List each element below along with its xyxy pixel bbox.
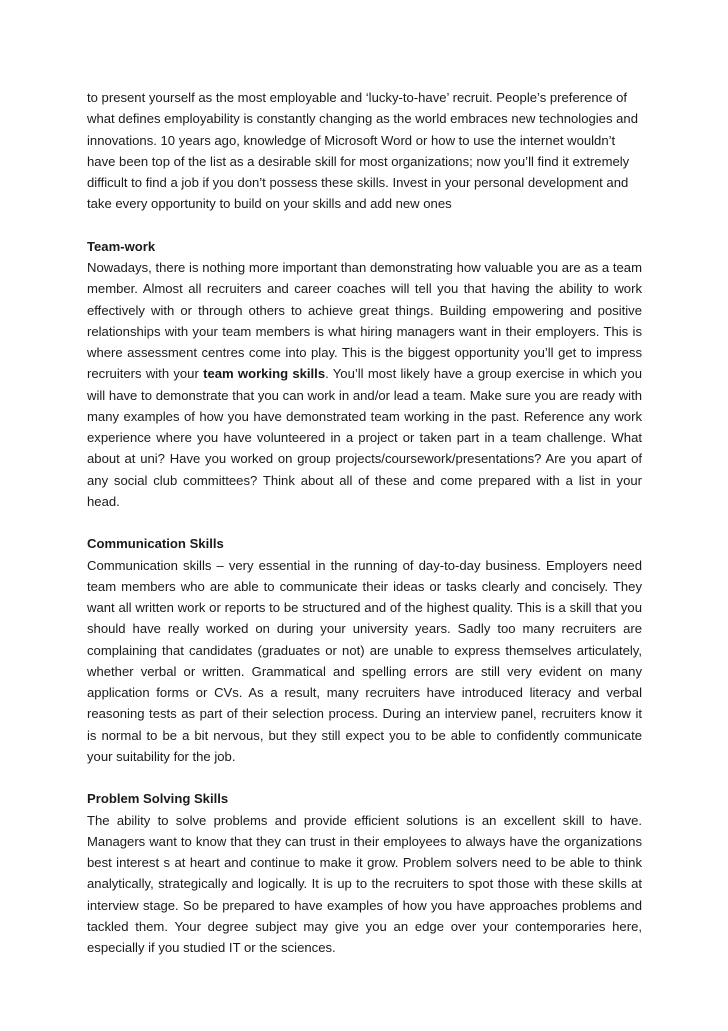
section-teamwork: [87, 236, 642, 512]
communication-paragraph: Communication skills – very essential in the running of day-to-day business. Employers need team members who are able to communicate their ideas or tasks clearly and concisely. They want all written work or reports to be structured and of the highest quality. This is a skill that you should have really worked on during your university years. Sadly too many recruiters are complaining that candidates (graduates or not) are unable to express themselves articulately, whether verbal or written. Grammatical and spelling errors are still very evident on many application forms or CVs. As a result, many recruiters have introduced literacy and verbal reasoning tests as part of their selection process. During an interview panel, recruiters know it is normal to be a bit nervous, but they still expect you to be able to confidently communicate your suitability for the job.: [87, 557, 642, 764]
teamwork-text-start: Nowadays, there is nothing more important than demonstrating how valuable you are as a team member. Almost all recruiters and career coaches will tell you that having the ability to work effectively with or through others to achieve great things. Building empowering and positive relationships with your team members is what hiring managers want in their employers. This is where assessment centres come into play. This is the biggest opportunity you’ll get to impress recruiters with your: [87, 260, 642, 382]
teamwork-text-end: . You’ll most likely have a group exercise in which you will have to demonstrate that you can work in and/or lead a team. Make sure you are ready with many examples of how you have demonstrated team working in the past. Reference any work experience where you have volunteered in a project or taken part in a team challenge. What about at uni? Have you worked on group projects/coursework/presentations? Are you apart of any social club committees? Think about all of these and come prepared with a list in your head.: [87, 366, 642, 509]
document-page: [87, 87, 642, 958]
communication-heading: Communication Skills: [87, 536, 224, 552]
section-communication: [87, 533, 642, 767]
teamwork-heading: Team-work: [87, 238, 156, 254]
intro-paragraph: to present yourself as the most employable and ‘lucky-to-have’ recruit. People’s preference of what defines employability is constantly changing as the world embraces new technologies and innovations. 10 years ago, knowledge of Microsoft Word or how to use the internet wouldn’t have been top of the list as a desirable skill for most organizations; now you’ll find it extremely difficult to find a job if you don’t possess these skills. Invest in your personal development and take every opportunity to build on your skills and add new ones: [87, 90, 638, 212]
problem-solving-heading: Problem Solving Skills: [87, 791, 229, 807]
problem-solving-paragraph: The ability to solve problems and provide efficient solutions is an excellent skill to have. Managers want to know that they can trust in their employees to always have the organizations best interest s at heart and continue to make it grow. Problem solvers need to be able to think analytically, strategically and logically. It is up to the recruiters to spot those with these skills at interview stage. So be prepared to have examples of how you have approaches problems and tackled them. Your degree subject may give you an edge over your contemporaries here, especially if you studied IT or the sciences.: [87, 812, 642, 955]
teamwork-bold-phrase: team working skills: [203, 366, 326, 382]
teamwork-paragraph: [87, 257, 642, 512]
section-problem-solving: [87, 788, 642, 958]
